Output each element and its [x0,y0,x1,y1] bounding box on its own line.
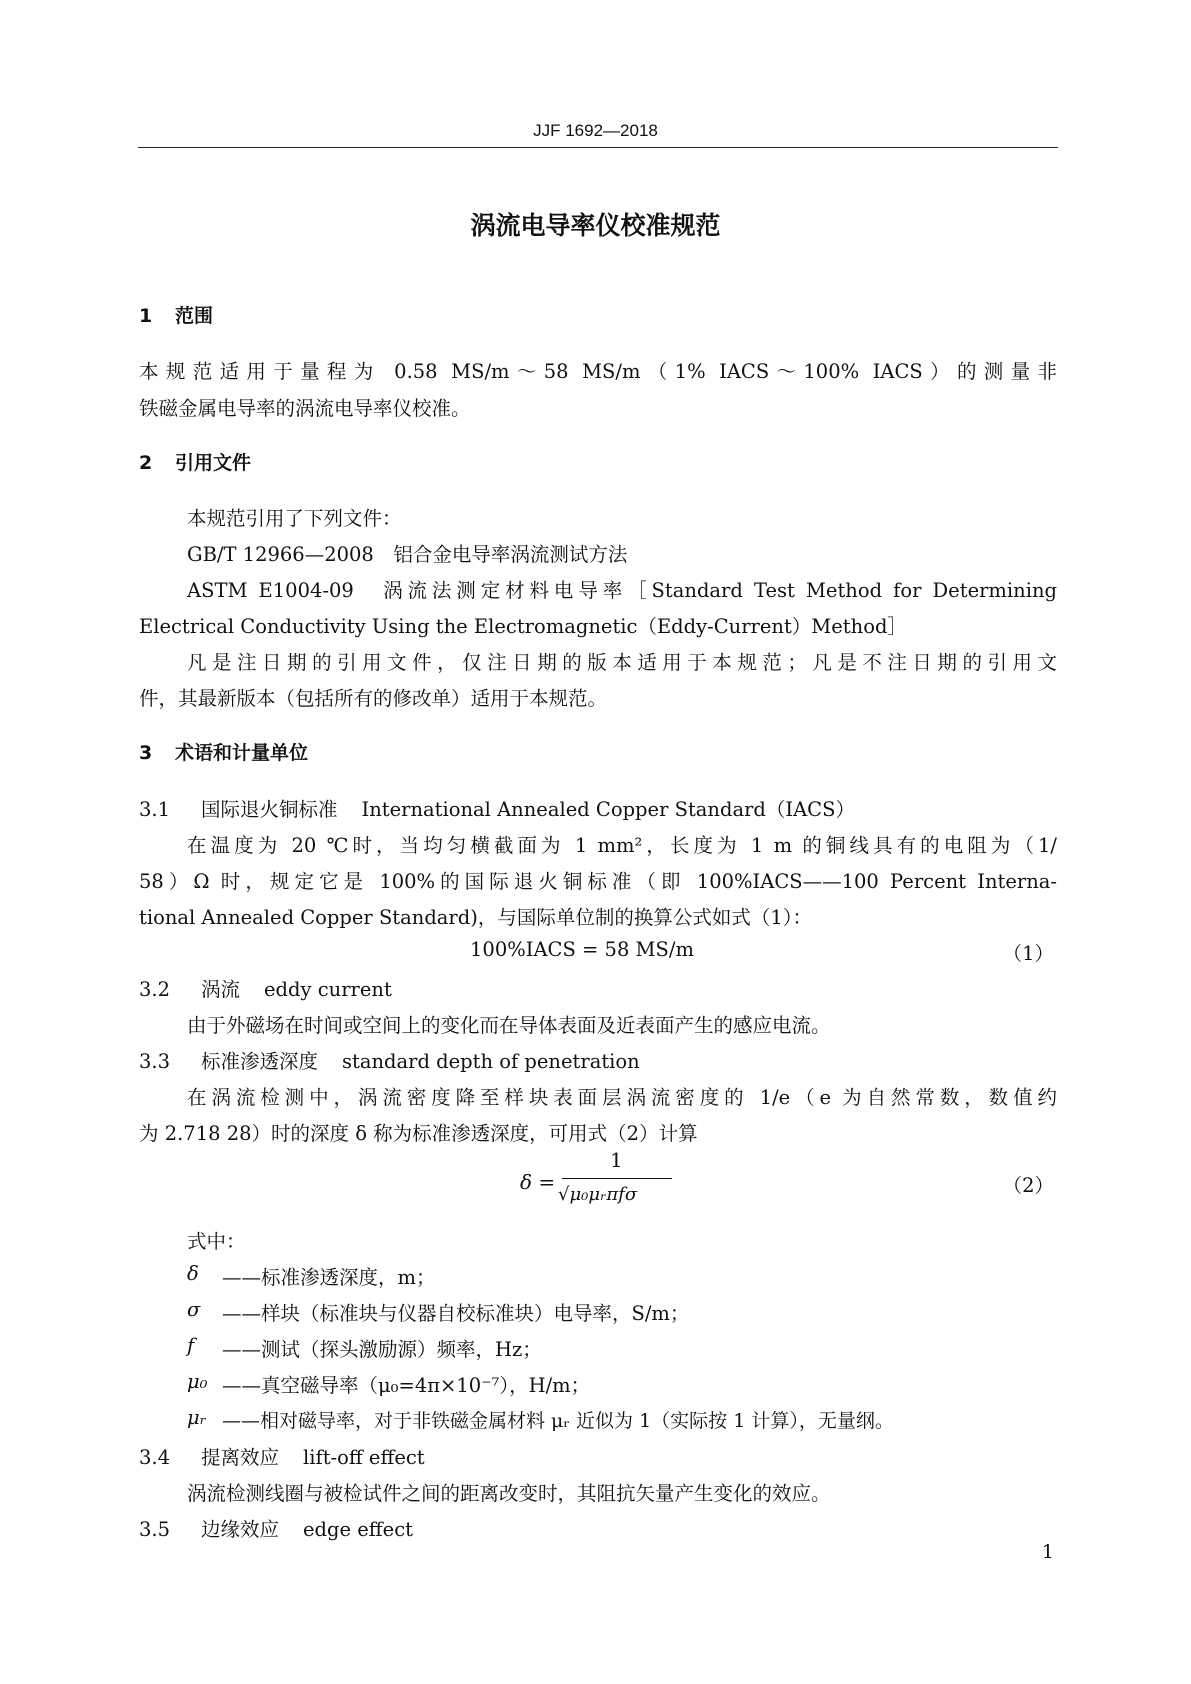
symbol-definition: ——真空磁导率（μ₀=4π×10⁻⁷），H/m； [222,1374,591,1397]
paragraph-line: 58）Ω 时，规定它是 100%的国际退火铜标准（即 100%IACS——100 Percent Interna- [139,870,1057,893]
reference-item: GB/T 12966—2008 铝合金电导率涡流测试方法 [187,543,628,566]
reference-item: ASTM E1004-09 涡流法测定材料电导率［Standard Test Method for Determining [187,579,1057,602]
where-label: 式中： [187,1230,246,1253]
section-2-heading [139,448,251,475]
term-3-3-heading [139,1046,640,1074]
formula-numerator: 1 [610,1148,623,1172]
fraction-bar [562,1178,672,1179]
paragraph-line: 在温度为 20 ℃时，当均匀横截面为 1 mm²，长度为 1 m 的铜线具有的电阻为（1/ [187,834,1057,857]
term-3-1-heading [139,794,855,822]
section-number: 3 [139,742,153,764]
section-1-heading [139,301,213,328]
term-zh: 标准渗透深度 [201,1050,319,1073]
term-en: standard depth of penetration [342,1050,640,1073]
paragraph-line: 由于外磁场在时间或空间上的变化而在导体表面及近表面产生的感应电流。 [187,1014,831,1037]
term-3-4-heading [139,1442,425,1470]
term-number: 3.3 [139,1050,171,1073]
section-number: 1 [139,305,153,327]
paragraph-line: 本规范引用了下列文件： [187,507,402,530]
section-title: 引用文件 [175,452,252,474]
symbol-mur: μᵣ [187,1406,207,1429]
term-en: eddy current [264,978,392,1001]
symbol-definition: ——样块（标准块与仪器自校标准块）电导率，S/m； [222,1302,690,1325]
symbol-mu0: μ₀ [187,1370,208,1393]
term-en: International Annealed Copper Standard（IACS） [361,798,855,821]
paragraph-line: 本规范适用于量程为 0.58 MS/m～58 MS/m（1% IACS～100% IACS）的测量非 [139,360,1057,383]
section-title: 术语和计量单位 [175,742,309,764]
term-number: 3.1 [139,798,171,821]
symbol-delta: δ [187,1262,199,1285]
paragraph-line: 件，其最新版本（包括所有的修改单）适用于本规范。 [139,687,608,710]
paragraph-line: 在涡流检测中，涡流密度降至样块表面层涡流密度的 1/e（e 为自然常数，数值约 [187,1086,1057,1109]
page-number: 1 [1041,1541,1054,1563]
paragraph-line: tional Annealed Copper Standard)，与国际单位制的换算公式如式（1）： [139,906,812,929]
equation-number: （2） [1002,1174,1054,1197]
term-number: 3.4 [139,1446,171,1469]
paragraph-line: 为 2.718 28）时的深度 δ 称为标准渗透深度，可用式（2）计算 [139,1122,698,1145]
term-number: 3.2 [139,978,171,1001]
term-en: lift-off effect [303,1446,425,1469]
term-zh: 涡流 [201,978,241,1001]
section-3-heading [139,738,308,765]
reference-item-continued: Electrical Conductivity Using the Electromagnetic（Eddy-Current）Method］ [139,615,907,638]
term-number: 3.5 [139,1518,171,1541]
term-zh: 国际退火铜标准 [201,798,338,821]
paragraph-line: 涡流检测线圈与被检试件之间的距离改变时，其阻抗矢量产生变化的效应。 [187,1482,831,1505]
symbol-f: f [187,1334,195,1357]
document-header: JJF 1692—2018 [533,121,658,140]
symbol-sigma: σ [187,1298,201,1321]
section-number: 2 [139,452,153,474]
equation-number: （1） [1002,942,1054,965]
formula-lhs: δ = [520,1170,556,1194]
symbol-definition: ——标准渗透深度，m； [222,1266,436,1289]
header-rule [138,147,1058,148]
document-title: 涡流电导率仪校准规范 [470,211,721,240]
term-zh: 提离效应 [201,1446,280,1469]
section-title: 范围 [175,305,214,327]
formula-denominator: √μ₀μᵣπfσ [558,1184,638,1205]
equation-1: 100%IACS = 58 MS/m [470,938,694,961]
term-3-5-heading [139,1514,413,1542]
symbol-definition: ——相对磁导率，对于非铁磁金属材料 μᵣ 近似为 1（实际按 1 计算），无量纲。 [222,1410,894,1432]
term-en: edge effect [303,1518,413,1541]
term-3-2-heading [139,974,392,1002]
paragraph-line: 凡是注日期的引用文件，仅注日期的版本适用于本规范；凡是不注日期的引用文 [187,651,1057,674]
symbol-definition: ——测试（探头激励源）频率，Hz； [222,1338,542,1361]
paragraph-line: 铁磁金属电导率的涡流电导率仪校准。 [139,397,471,420]
term-zh: 边缘效应 [201,1518,280,1541]
